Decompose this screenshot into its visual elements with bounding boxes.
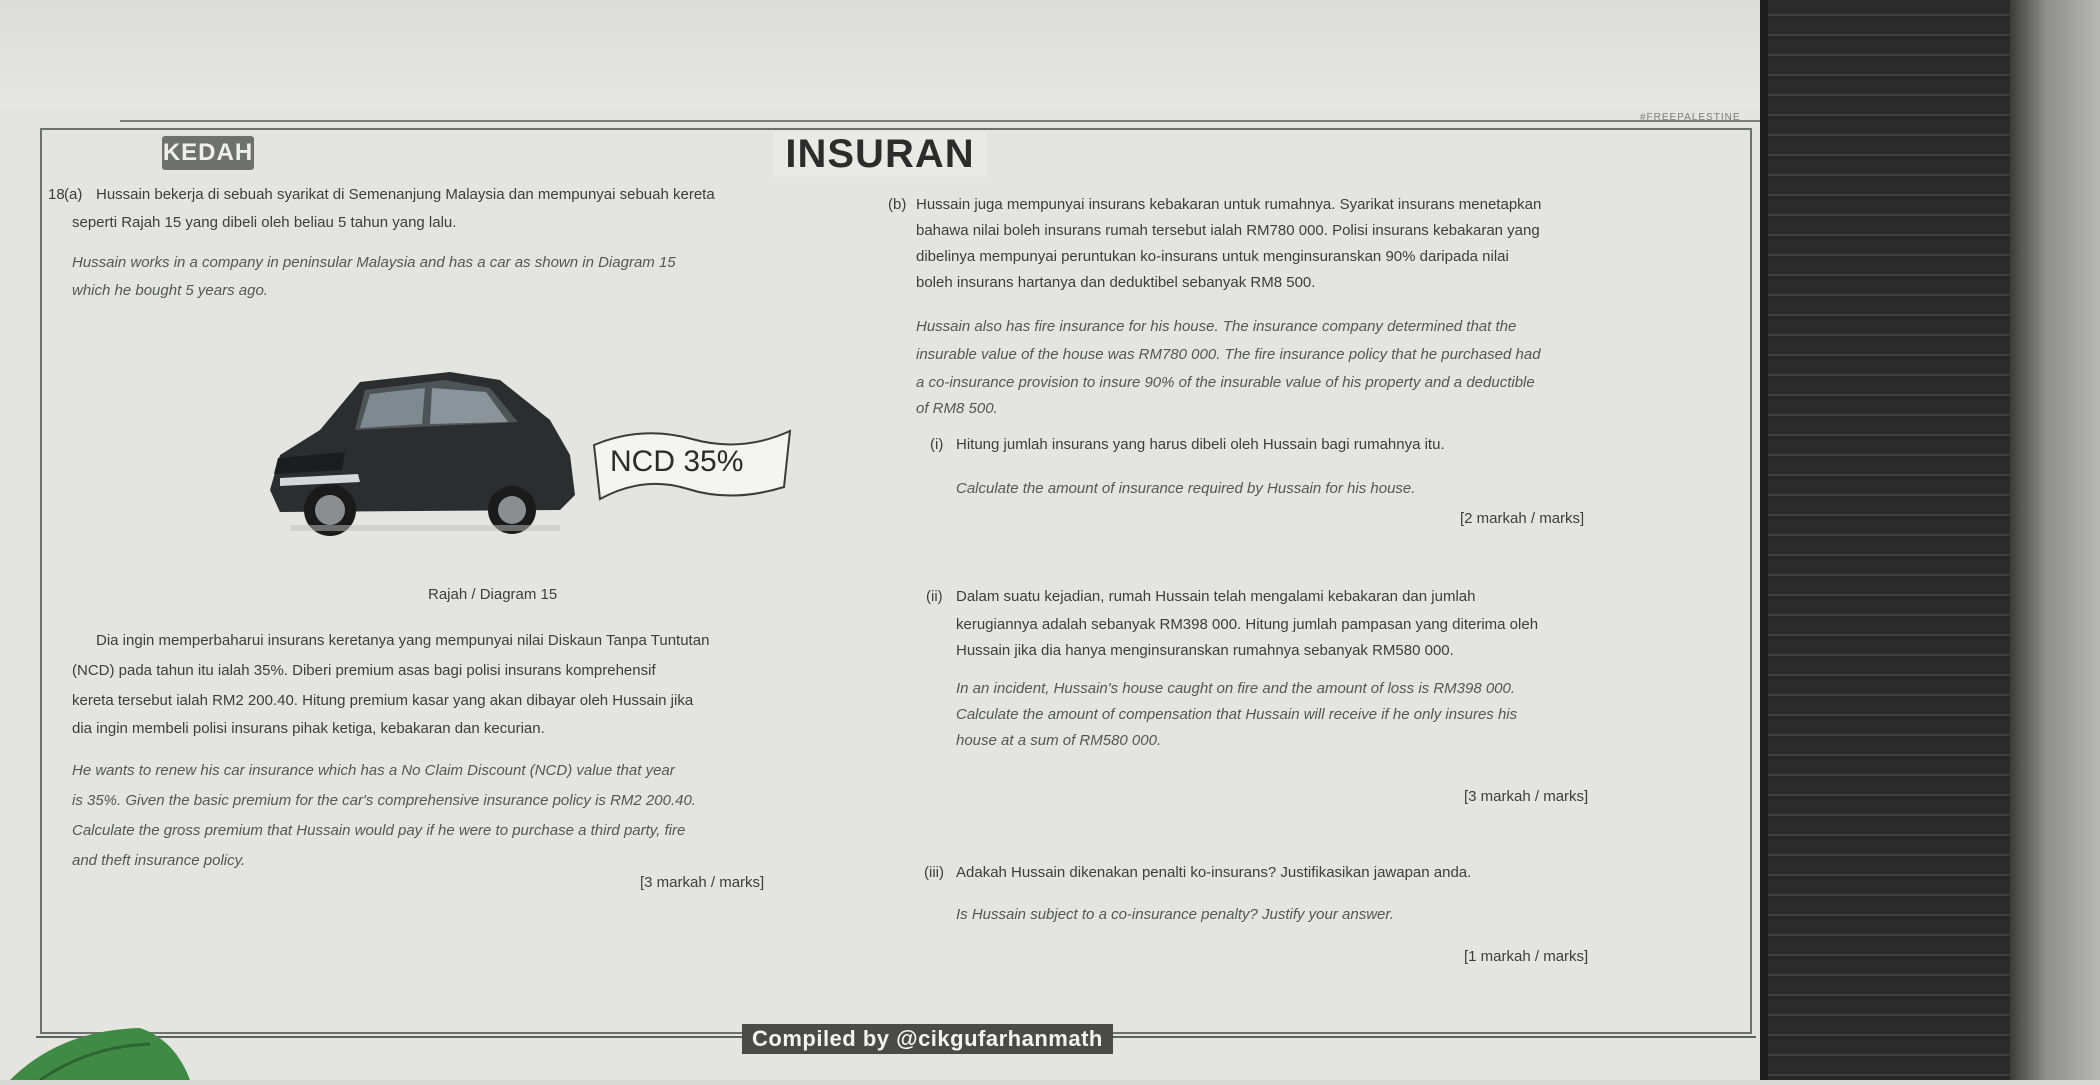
left-english-question-1: He wants to renew his car insurance which has a No Claim Discount (NCD) value that year xyxy=(72,762,675,779)
right-malay-intro-1: Hussain juga mempunyai insurans kebakaran untuk rumahnya. Syarikat insurans menetapkan xyxy=(916,196,1542,213)
watermark: #FREEPALESTINE xyxy=(1640,112,1741,123)
left-malay-question-3: kereta tersebut ialah RM2 200.40. Hitung premium kasar yang akan dibayar oleh Hussain jika xyxy=(72,692,694,709)
q2-english-3: house at a sum of RM580 000. xyxy=(956,732,1162,749)
right-english-intro-4: of RM8 500. xyxy=(916,400,998,417)
part-a-label: (a) xyxy=(64,186,83,203)
left-english-intro-1: Hussain works in a company in peninsular Malaysia and has a car as shown in Diagram 15 xyxy=(72,254,676,271)
plant-leaf xyxy=(0,1020,200,1080)
right-english-intro-1: Hussain also has fire insurance for his house. The insurance company determined that the xyxy=(916,318,1517,335)
ncd-flag xyxy=(592,425,792,505)
frame-top-line xyxy=(120,120,1760,122)
state-badge: KEDAH xyxy=(162,136,254,170)
blind-edge-shadow xyxy=(1760,0,1768,1080)
left-malay-question-1: Dia ingin memperbaharui insurans keretanya yang mempunyai nilai Diskaun Tanpa Tuntutan xyxy=(96,632,710,649)
left-malay-question-4: dia ingin membeli polisi insurans pihak ketiga, kebakaran dan kecurian. xyxy=(72,720,545,737)
left-malay-intro-2: seperti Rajah 15 yang dibeli oleh beliau 5 tahun yang lalu. xyxy=(72,214,457,231)
leaf-icon xyxy=(0,1020,200,1080)
question-number: 18 xyxy=(48,186,65,203)
q2-english-2: Calculate the amount of compensation that Hussain will receive if he only insures his xyxy=(956,706,1518,723)
q3-english: Is Hussain subject to a co-insurance penalty? Justify your answer. xyxy=(956,906,1394,923)
wall-edge xyxy=(2010,0,2100,1080)
q2-number: (ii) xyxy=(926,588,943,605)
q3-malay: Adakah Hussain dikenakan penalti ko-insurans? Justifikasikan jawapan anda. xyxy=(956,864,1472,881)
car-image xyxy=(250,360,590,550)
q1-marks: [2 markah / marks] xyxy=(1460,510,1585,527)
q2-malay-3: Hussain jika dia hanya menginsuranskan rumahnya sebanyak RM580 000. xyxy=(956,642,1454,659)
page-top-shadow xyxy=(0,0,1760,110)
footer-credit: Compiled by @cikgufarhanmath xyxy=(742,1024,1113,1054)
left-english-question-4: and theft insurance policy. xyxy=(72,852,246,869)
q3-marks: [1 markah / marks] xyxy=(1464,948,1589,965)
q1-malay: Hitung jumlah insurans yang harus dibeli oleh Hussain bagi rumahnya itu. xyxy=(956,436,1445,453)
left-english-intro-2: which he bought 5 years ago. xyxy=(72,282,268,299)
q2-marks: [3 markah / marks] xyxy=(1464,788,1589,805)
part-b-label: (b) xyxy=(888,196,907,213)
right-malay-intro-3: dibelinya mempunyai peruntukan ko-insurans untuk menginsuranskan 90% daripada nilai xyxy=(916,248,1509,265)
q2-english-1: In an incident, Hussain's house caught on fire and the amount of loss is RM398 000. xyxy=(956,680,1516,697)
q2-malay-1: Dalam suatu kejadian, rumah Hussain telah mengalami kebakaran dan jumlah xyxy=(956,588,1476,605)
right-english-intro-3: a co-insurance provision to insure 90% of the insurable value of his property and a deductible xyxy=(916,374,1535,391)
page-title: INSURAN xyxy=(773,132,986,177)
q2-malay-2: kerugiannya adalah sebanyak RM398 000. Hitung jumlah pampasan yang diterima oleh xyxy=(956,616,1539,633)
right-malay-intro-4: boleh insurans hartanya dan deduktibel sebanyak RM8 500. xyxy=(916,274,1316,291)
left-malay-question-2: (NCD) pada tahun itu ialah 35%. Diberi premium asas bagi polisi insurans komprehensif xyxy=(72,662,656,679)
suv-car-icon xyxy=(250,360,590,550)
right-english-intro-2: insurable value of the house was RM780 000. The fire insurance policy that he purchased had xyxy=(916,346,1541,363)
q1-english: Calculate the amount of insurance required by Hussain for his house. xyxy=(956,480,1416,497)
q1-number: (i) xyxy=(930,436,944,453)
diagram-label: Rajah / Diagram 15 xyxy=(428,586,558,603)
left-malay-intro-1: Hussain bekerja di sebuah syarikat di Semenanjung Malaysia dan mempunyai sebuah kereta xyxy=(96,186,715,203)
q3-number: (iii) xyxy=(924,864,944,881)
left-marks: [3 markah / marks] xyxy=(640,874,765,891)
ncd-flag-text: NCD 35% xyxy=(610,445,744,478)
left-english-question-3: Calculate the gross premium that Hussain would pay if he were to purchase a third party, fire xyxy=(72,822,686,839)
left-english-question-2: is 35%. Given the basic premium for the car's comprehensive insurance policy is RM2 200.40. xyxy=(72,792,696,809)
right-malay-intro-2: bahawa nilai boleh insurans rumah tersebut ialah RM780 000. Polisi insurans kebakaran yang xyxy=(916,222,1540,239)
